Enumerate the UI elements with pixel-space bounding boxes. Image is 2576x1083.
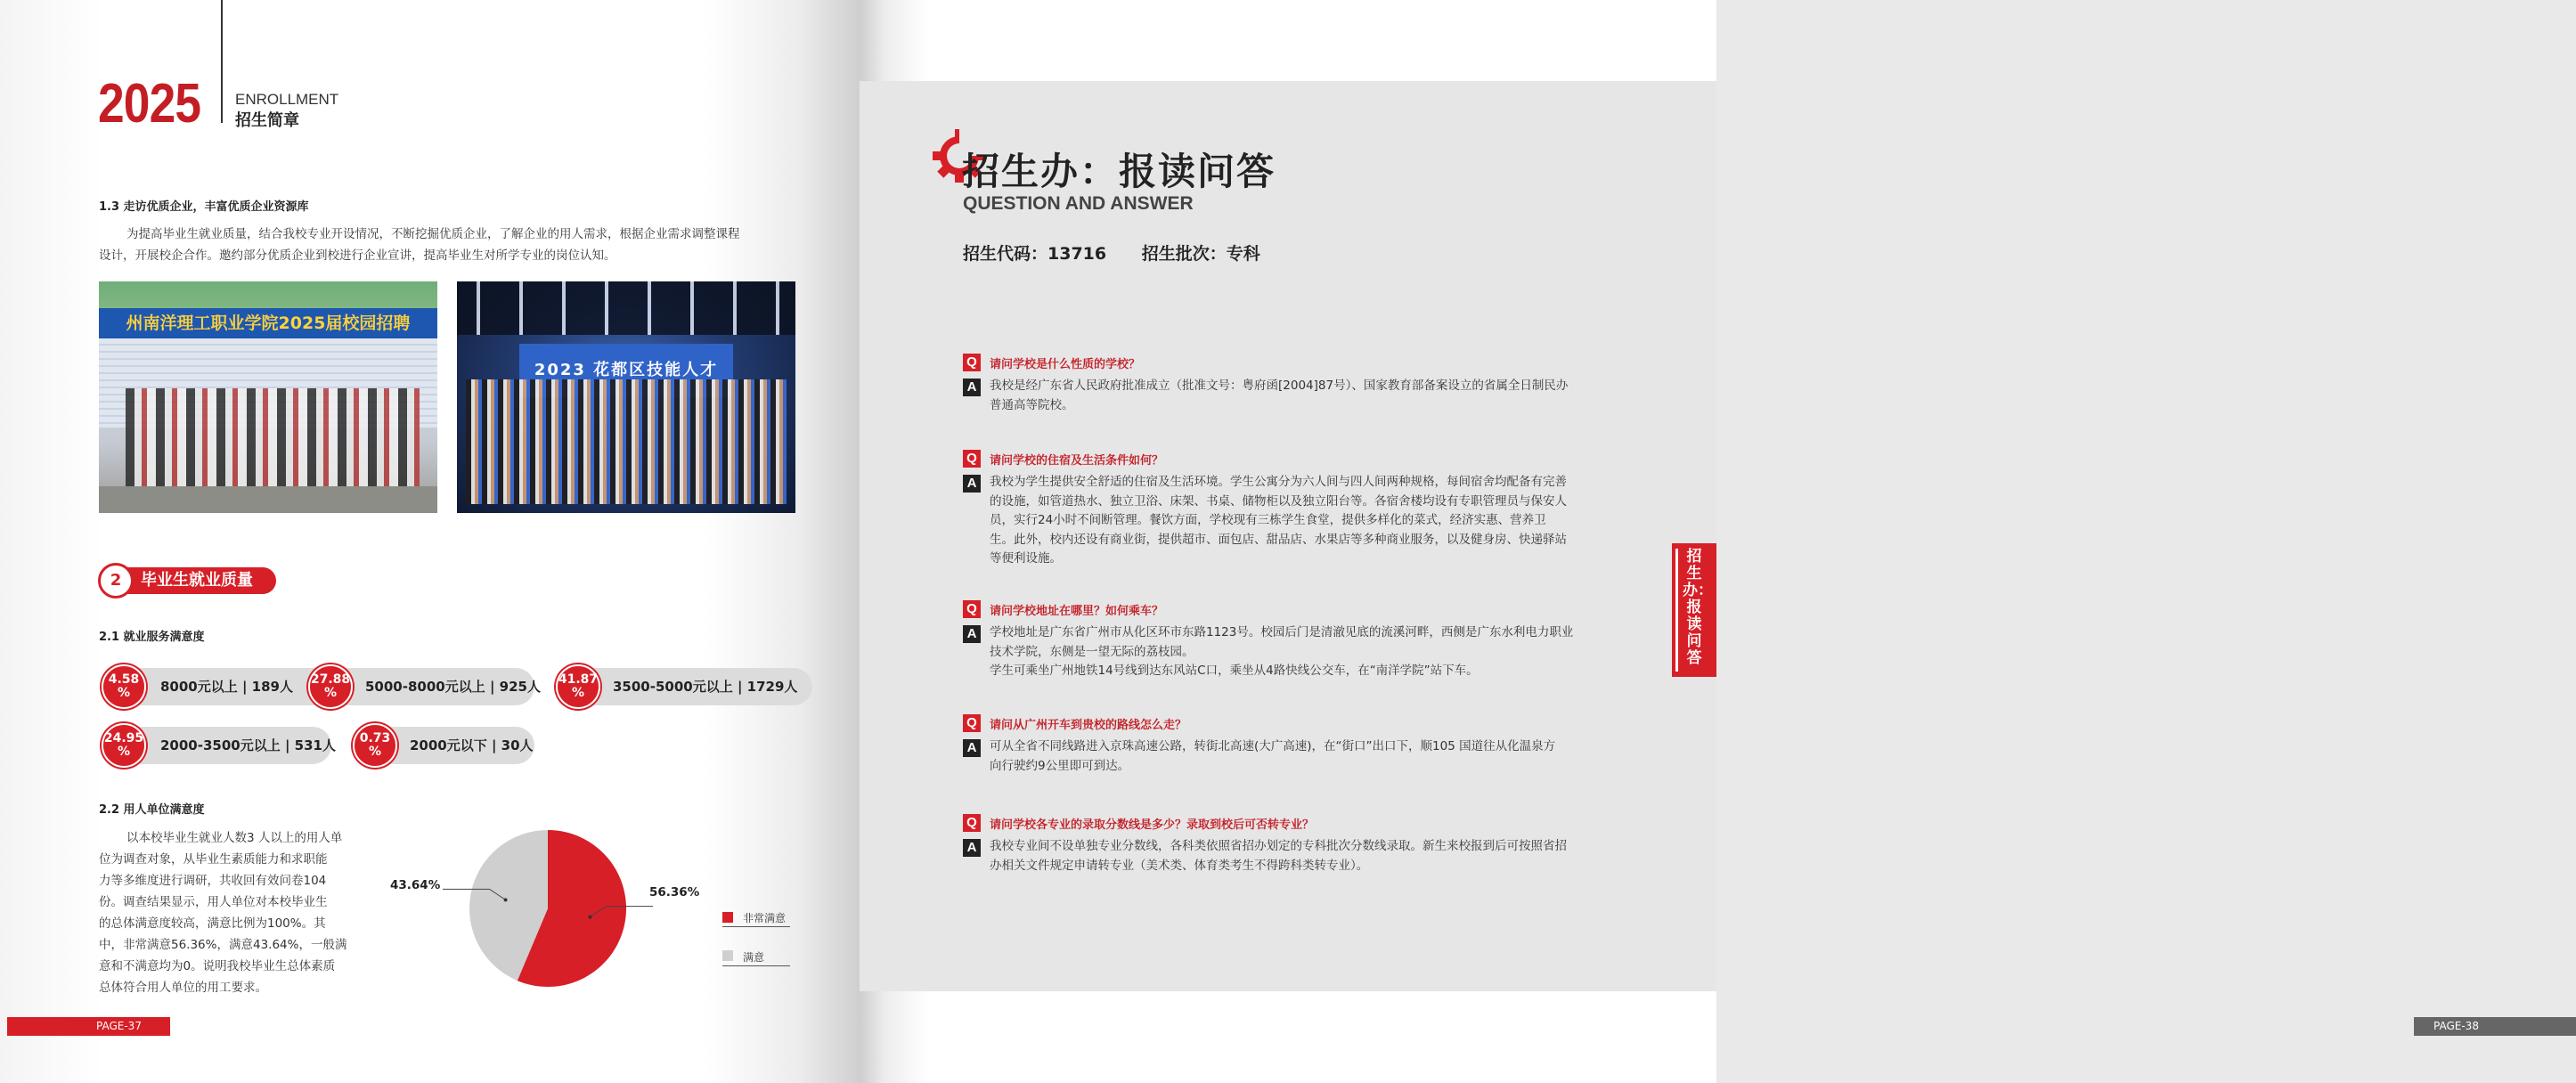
- enrollment-label: ENROLLMENT: [235, 91, 339, 108]
- right-page: [860, 0, 2479, 1083]
- question-text: 请问学校是什么性质的学校？: [990, 358, 1141, 371]
- group-of-people: [126, 388, 420, 486]
- section-1-3-heading: 1.3 走访优质企业，丰富优质企业资源库: [99, 200, 309, 214]
- section-2-title: 毕业生就业质量: [141, 571, 253, 590]
- percent-badge: 41.87 %: [556, 664, 600, 709]
- answer-badge: A: [963, 739, 981, 757]
- legend-swatch-very-satisfied: [722, 912, 733, 923]
- year-title: 2025: [98, 73, 201, 134]
- qa-item: [963, 600, 1586, 681]
- answer-text: 可从全省不同线路进入京珠高速公路，转街北高速(大广高速)，在“街口”出口下，顺105 国道往从化温泉方 向行驶约9公里即可到达。: [990, 739, 1556, 773]
- stage-screen: 2023 花都区技能人才: [519, 344, 733, 397]
- section-2-2-paragraph: [99, 827, 366, 998]
- paragraph-line: 份。调查结果显示，用人单位对本校毕业生: [99, 895, 328, 909]
- qa-item: [963, 814, 1586, 875]
- percent-badge: 27.88 %: [308, 664, 353, 709]
- answer-badge: A: [963, 625, 981, 643]
- enrollment-code-line: 招生代码：13716 招生批次：专科: [963, 244, 1260, 264]
- stage-lights: [457, 281, 795, 335]
- question-badge: Q: [963, 714, 981, 732]
- industry-exchange-photo: [457, 281, 795, 513]
- paragraph-line: 设计，开展校企合作。邀约部分优质企业到校进行企业宣讲，提高毕业生对所学专业的岗位认知。: [99, 248, 616, 263]
- header-divider: [221, 0, 223, 123]
- section-2-2-heading: 2.2 用人单位满意度: [99, 803, 205, 817]
- campus-recruitment-photo: [99, 281, 437, 513]
- legend-label: 满意: [743, 951, 765, 964]
- paragraph-line: 意和不满意均为0。说明我校毕业生总体素质: [99, 959, 336, 973]
- photo-banner: 州南洋理工职业学院2025届校园招聘: [99, 308, 437, 338]
- section-2-1-heading: 2.1 就业服务满意度: [99, 631, 205, 644]
- section-2-tag: [98, 563, 276, 598]
- answer-text: 我校为学生提供安全舒适的住宿及生活环境。学生公寓分为六人间与四人间两种规格，每间宿舍均配备有完善 的设施，如管道热水、独立卫浴、床架、书桌、储物柜以及独立阳台等。各宿舍楼均设有专职管理员与保安人 员，实行24小时不间断管理。餐饮方面，学校现有三栋学生食堂，提供多样化的菜式，经济实惠、营养卫 生。此外，校内还设有商业街，提供超市、面包店、甜品店、水果店等多种商业服务，以及健身房、快递驿站 等便利设施。: [990, 475, 1567, 566]
- percent-badge: 24.95 %: [102, 723, 146, 768]
- section-1-3-paragraph: [99, 224, 811, 266]
- percent-badge: 0.73 %: [353, 723, 397, 768]
- paragraph-line: 位为调查对象，从毕业生素质能力和求职能: [99, 852, 328, 867]
- page-subtitle: QUESTION AND ANSWER: [963, 193, 1194, 214]
- question-badge: Q: [963, 814, 981, 832]
- pie-leader-dot: [504, 898, 508, 901]
- paragraph-line: 中，非常满意56.36%，满意43.64%，一般满: [99, 938, 347, 952]
- qa-item: [963, 354, 1586, 415]
- satisfaction-pie-chart: [374, 819, 802, 998]
- answer-badge: A: [963, 379, 981, 396]
- question-badge: Q: [963, 450, 981, 468]
- pie-label-satisfied: 43.64%: [390, 878, 441, 892]
- answer-text: 我校专业间不设单独专业分数线，各科类依照省招办划定的专科批次分数线录取。新生来校报到后可按照省招 办相关文件规定申请转专业（美术类、体育类考生不得跨科类转专业）。: [990, 839, 1567, 873]
- answer-badge: A: [963, 475, 981, 493]
- paragraph-line: 的总体满意度较高，满意比例为100%。其: [99, 916, 326, 931]
- question-text: 请问学校的住宿及生活条件如何？: [990, 454, 1164, 468]
- question-text: 请问从广州开车到贵校的路线怎么走？: [990, 719, 1187, 732]
- question-text: 请问学校各专业的录取分数线是多少？录取到校后可否转专业？: [990, 818, 1315, 832]
- paragraph-line: 为提高毕业生就业质量，结合我校专业开设情况，不断挖掘优质企业，了解企业的用人需求，根据企业需求调整课程: [126, 227, 740, 241]
- qa-item: [963, 714, 1586, 776]
- stat-label: 8000元以上 | 189人: [160, 679, 293, 695]
- paragraph-line: 以本校毕业生就业人数3 人以上的用人单: [126, 831, 343, 845]
- answer-badge: A: [963, 839, 981, 857]
- paragraph-line: 力等多维度进行调研，共收回有效问卷104: [99, 874, 327, 888]
- question-badge: Q: [963, 600, 981, 618]
- brochure-label: 招生简章: [235, 111, 299, 130]
- side-section-tab: [1672, 543, 1716, 677]
- stat-label: 2000元以下 | 30人: [410, 737, 534, 753]
- pie-label-very-satisfied: 56.36%: [649, 885, 700, 900]
- page-title: 招生办：报读问答: [962, 150, 1276, 193]
- page-number-37: PAGE-37: [7, 1017, 170, 1036]
- percent-badge: 4.58 %: [102, 664, 146, 709]
- legend-swatch-satisfied: [722, 950, 733, 961]
- stat-label: 2000-3500元以上 | 531人: [160, 737, 336, 753]
- answer-text: 我校是经广东省人民政府批准成立（批准文号：粤府函[2004]87号）、国家教育部备案设立的省属全日制民办 普通高等院校。: [990, 379, 1569, 412]
- group-of-people: [466, 379, 787, 504]
- stat-label: 3500-5000元以上 | 1729人: [613, 679, 798, 695]
- page-number-38: PAGE-38: [2414, 1017, 2576, 1036]
- question-text: 请问学校地址在哪里？如何乘车？: [990, 605, 1164, 618]
- legend-label: 非常满意: [743, 912, 787, 924]
- side-tab-label: 招生办：报读问答: [1683, 548, 1713, 667]
- pie-leader-dot: [588, 916, 591, 919]
- left-page: [0, 0, 860, 1083]
- stat-label: 5000-8000元以上 | 925人: [365, 679, 541, 695]
- answer-text: 学校地址是广东省广州市从化区环市东路1123号。校园后门是清澈见底的流溪河畔，西侧是广东水利电力职业 技术学院，东侧是一望无际的荔枝园。 学生可乘坐广州地铁14号线到达东风站C口，乘坐从4路快线公交车，在“南洋学院”站下车。: [990, 625, 1574, 678]
- paragraph-line: 总体符合用人单位的用工要求。: [99, 981, 267, 995]
- section-number: 2: [98, 563, 134, 598]
- question-badge: Q: [963, 354, 981, 371]
- qa-item: [963, 450, 1586, 569]
